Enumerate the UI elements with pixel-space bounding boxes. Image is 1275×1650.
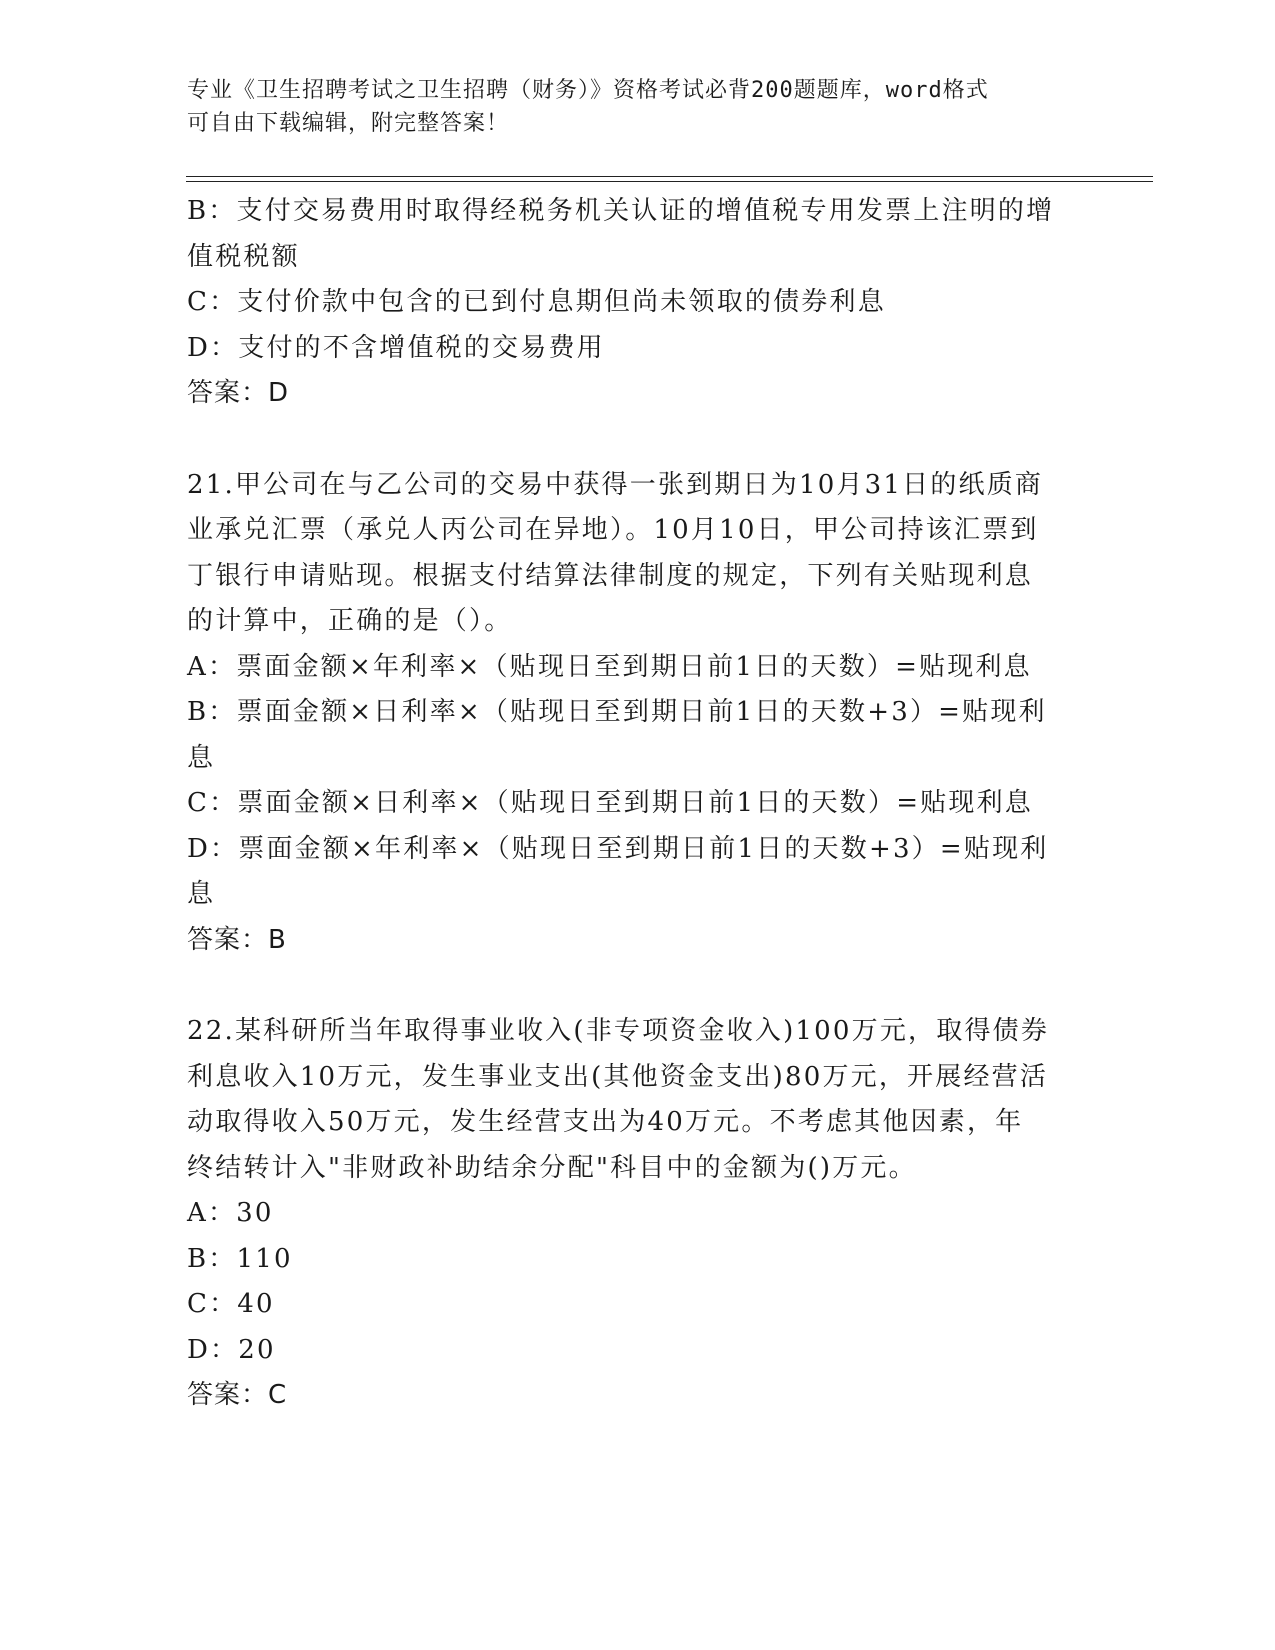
spacer (187, 963, 1077, 1009)
question-22-block (187, 1009, 1077, 1419)
q20-option-b-line-1: B：支付交易费用时取得经税务机关认证的增值税专用发票上注明的增 (187, 196, 1055, 226)
document-header (187, 74, 1087, 140)
q22-stem-line-1: 22.某科研所当年取得事业收入(非专项资金收入)100万元，取得债券 (187, 1016, 1050, 1046)
q22-stem-line-3: 动取得收入50万元，发生经营支出为40万元。不考虑其他因素，年 (187, 1107, 1024, 1137)
q21-option-c: C：票面金额×日利率×（贴现日至到期日前1日的天数）=贴现利息 (187, 788, 1033, 818)
q21-option-b-line-2: 息 (187, 742, 216, 773)
q22-stem-line-2: 利息收入10万元，发生事业支出(其他资金支出)80万元，开展经营活 (187, 1061, 1049, 1092)
q21-option-b-line-1: B：票面金额×日利率×（贴现日至到期日前1日的天数+3）=贴现利 (187, 697, 1047, 727)
q22-option-b: B：110 (187, 1243, 293, 1274)
q22-answer: 答案：C (187, 1380, 288, 1410)
q20-answer: 答案：D (187, 378, 290, 408)
question-21-block (187, 463, 1077, 964)
q20-option-b-line-2: 值税税额 (187, 241, 300, 272)
header-line-2: 可自由下载编辑，附完整答案！ (187, 111, 510, 136)
q21-option-a: A：票面金额×年利率×（贴现日至到期日前1日的天数）=贴现利息 (187, 651, 1032, 682)
q22-option-d: D：20 (187, 1334, 276, 1365)
q21-option-d-line-1: D：票面金额×年利率×（贴现日至到期日前1日的天数+3）=贴现利 (187, 833, 1049, 864)
q21-stem-line-4: 的计算中，正确的是（）。 (187, 606, 513, 636)
q20-option-d: D：支付的不含增值税的交易费用 (187, 332, 605, 363)
q22-option-a: A：30 (187, 1198, 274, 1228)
q22-stem-line-4: 终结转计入"非财政补助结余分配"科目中的金额为()万元。 (187, 1152, 917, 1183)
q21-answer: 答案：B (187, 924, 287, 955)
header-line-1: 专业《卫生招聘考试之卫生招聘（财务）》资格考试必背200题题库，word格式 (187, 78, 989, 103)
q20-option-c: C：支付价款中包含的已到付息期但尚未领取的债券利息 (187, 287, 886, 317)
spacer (187, 417, 1077, 463)
q21-stem-line-3: 丁银行申请贴现。根据支付结算法律制度的规定，下列有关贴现利息 (187, 560, 1034, 591)
question-content (187, 189, 1077, 1419)
header-divider-bottom (186, 181, 1153, 182)
q21-stem-line-2: 业承兑汇票（承兑人丙公司在异地）。10月10日，甲公司持该汇票到 (187, 515, 1039, 545)
header-divider-top (186, 176, 1153, 177)
q22-option-c: C：40 (187, 1289, 275, 1319)
question-20-block (187, 189, 1077, 417)
q21-stem-line-1: 21.甲公司在与乙公司的交易中获得一张到期日为10月31日的纸质商 (187, 469, 1044, 500)
q21-option-d-line-2: 息 (187, 879, 216, 909)
